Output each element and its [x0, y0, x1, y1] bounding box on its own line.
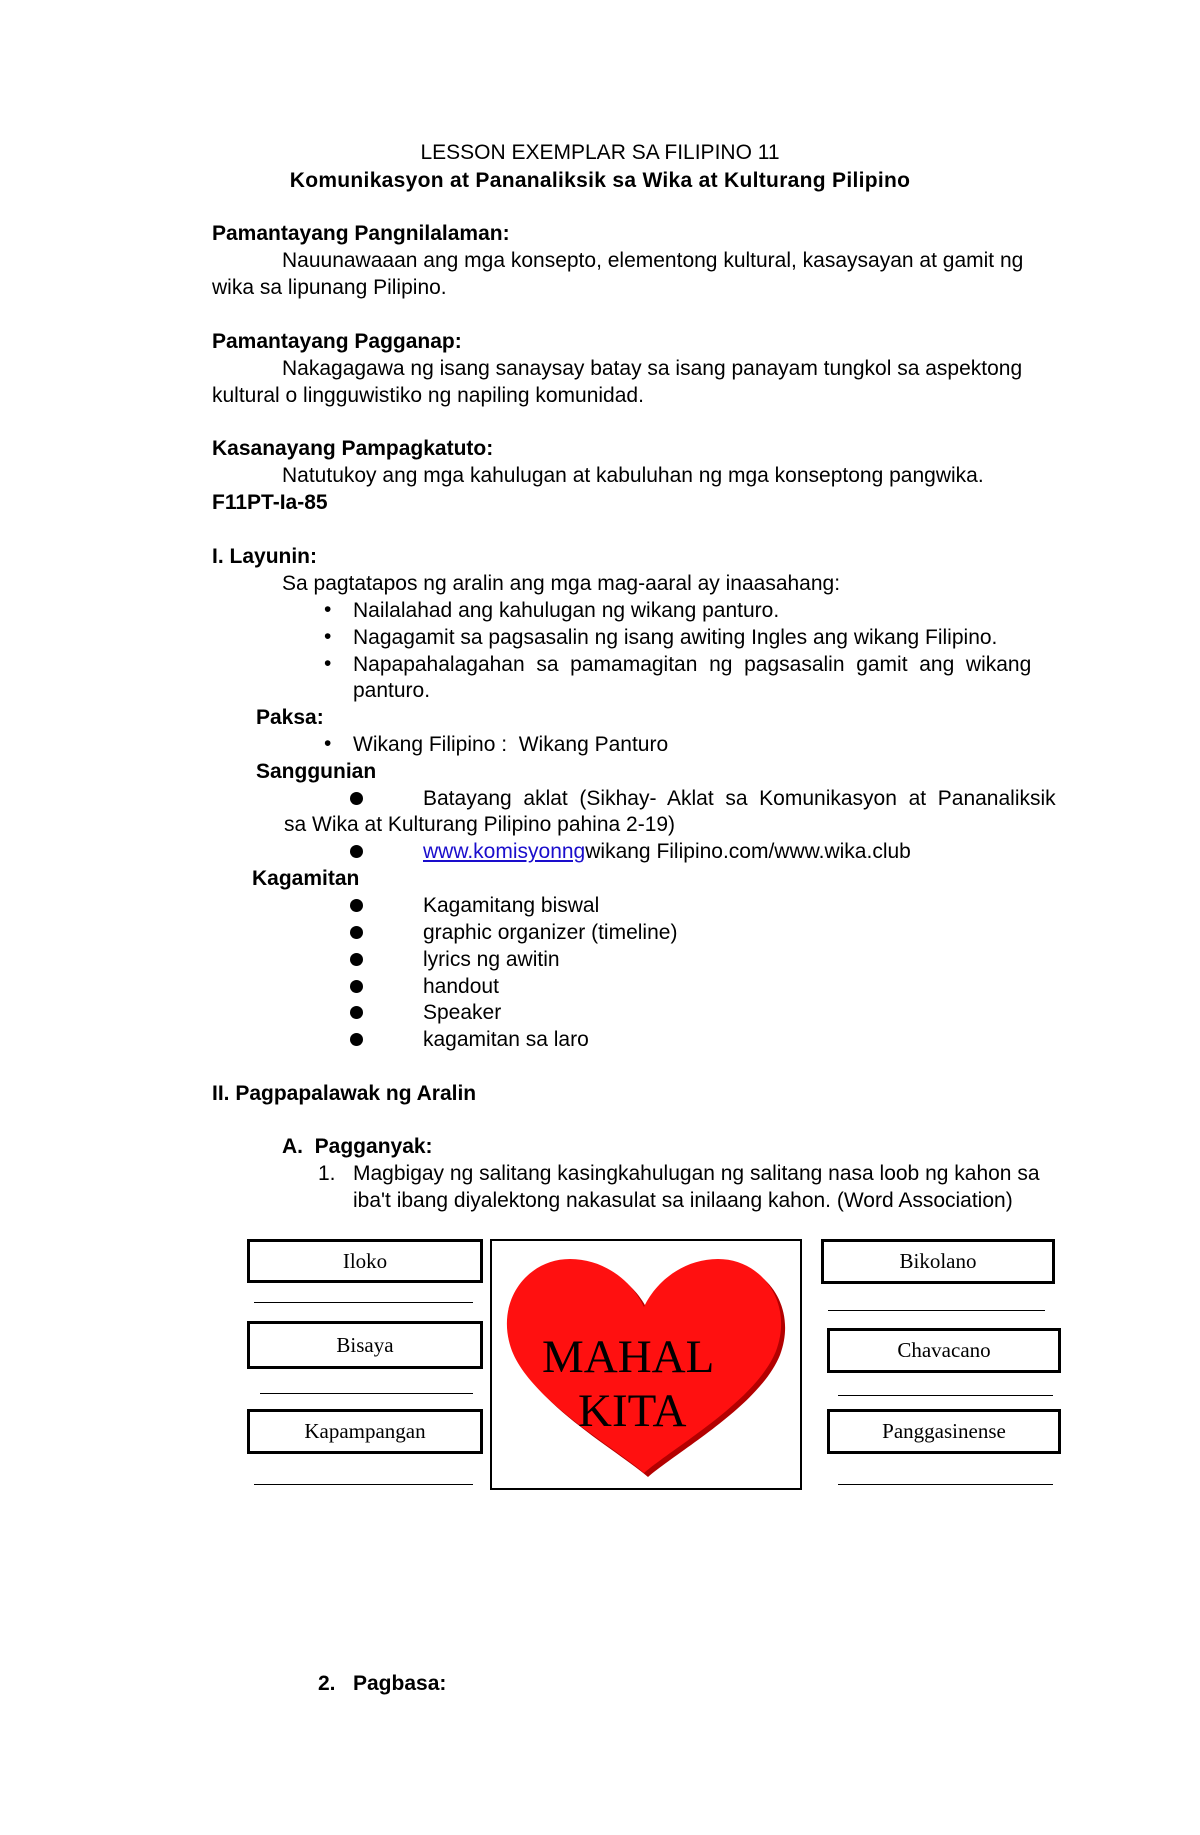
- website-text: wikang Filipino.com/www.wika.club: [585, 840, 911, 863]
- pagganyak-heading: A. Pagganyak:: [282, 1135, 433, 1158]
- word-box-iloko: [247, 1239, 483, 1283]
- word-box-panggasinense: [827, 1409, 1061, 1454]
- kagamitan-item: lyrics ng awitin: [423, 948, 560, 971]
- word-box-kapampangan: [247, 1409, 483, 1454]
- kasanayang-pampagkatuto-heading: Kasanayang Pampagkatuto:: [212, 437, 494, 460]
- heart-text-line1: MAHAL: [542, 1331, 715, 1383]
- word-box-label: Bikolano: [899, 1249, 977, 1273]
- word-box-bisaya: [247, 1321, 483, 1369]
- sanggunian-heading: Sanggunian: [256, 760, 377, 783]
- layunin-item: Nagagamit sa pagsasalin ng isang awiting Ingles ang wikang Filipino.: [353, 626, 998, 649]
- document-subtitle: Komunikasyon at Pananaliksik sa Wika at Kulturang Pilipino: [289, 169, 911, 192]
- sanggunian-item2: [423, 839, 911, 865]
- bullet-icon: [350, 926, 363, 939]
- pamantayang-pangnilalaman-line2: wika sa lipunang Pilipino.: [212, 276, 447, 299]
- layunin-item: Napapahalagahan sa pamamagitan ng pagsasalin gamit ang wikang: [353, 653, 1032, 676]
- word-box-label: Chavacano: [897, 1338, 991, 1362]
- answer-line[interactable]: [254, 1302, 473, 1303]
- step-number: 1.: [318, 1162, 336, 1185]
- pamantayang-pagganap-line1: Nakagagawa ng isang sanaysay batay sa isang panayam tungkol sa aspektong: [282, 357, 1023, 380]
- word-box-bikolano: [821, 1239, 1055, 1284]
- pagpapalawak-heading: II. Pagpapalawak ng Aralin: [212, 1082, 477, 1105]
- kagamitan-item: handout: [423, 975, 499, 998]
- layunin-item: Nailalahad ang kahulugan ng wikang panturo.: [353, 599, 780, 622]
- bullet-icon: [350, 953, 363, 966]
- paksa-item: Wikang Filipino : Wikang Panturo: [353, 733, 669, 756]
- pamantayang-pangnilalaman-heading: Pamantayang Pangnilalaman:: [212, 222, 510, 245]
- sanggunian-item1-line1: Batayang aklat (Sikhay- Aklat sa Komunikasyon at Pananaliksik: [423, 787, 1056, 810]
- word-box-label: Kapampangan: [304, 1419, 426, 1443]
- pagbasa-heading: Pagbasa:: [353, 1672, 447, 1695]
- layunin-intro: Sa pagtatapos ng aralin ang mga mag-aaral ay inaasahang:: [282, 572, 841, 595]
- step1-line2: iba't ibang diyalektong nakasulat sa inilaang kahon. (Word Association): [353, 1189, 1013, 1212]
- bullet-icon: •: [324, 625, 332, 648]
- step-number: 2.: [318, 1672, 336, 1695]
- bullet-icon: [350, 1033, 363, 1046]
- pamantayang-pagganap-heading: Pamantayang Pagganap:: [212, 330, 462, 353]
- bullet-icon: [350, 980, 363, 993]
- word-box-chavacano: [827, 1328, 1061, 1373]
- step1-line1: Magbigay ng salitang kasingkahulugan ng salitang nasa loob ng kahon sa: [353, 1162, 1040, 1185]
- word-box-label: Panggasinense: [882, 1419, 1006, 1443]
- answer-line[interactable]: [260, 1393, 473, 1394]
- bullet-icon: [350, 792, 363, 805]
- sanggunian-item1-line2: sa Wika at Kulturang Pilipino pahina 2-19): [284, 813, 676, 836]
- document-title: LESSON EXEMPLAR SA FILIPINO 11: [420, 141, 780, 164]
- bullet-icon: •: [324, 598, 332, 621]
- kagamitan-item: kagamitan sa laro: [423, 1028, 589, 1051]
- word-box-label: Iloko: [342, 1248, 388, 1273]
- kagamitan-heading: Kagamitan: [252, 867, 360, 890]
- bullet-icon: [350, 899, 363, 912]
- paksa-heading: Paksa:: [256, 706, 324, 729]
- heart-text-line2: KITA: [578, 1385, 687, 1437]
- word-box-label: Bisaya: [336, 1332, 394, 1357]
- kasanayang-pampagkatuto-line1: Natutukoy ang mga kahulugan at kabuluhan ng mga konseptong pangwika.: [282, 464, 984, 487]
- heart-frame: [490, 1239, 802, 1490]
- bullet-icon: •: [324, 652, 332, 675]
- answer-line[interactable]: [838, 1484, 1053, 1485]
- layunin-heading: I. Layunin:: [212, 545, 317, 568]
- layunin-item-continuation: panturo.: [353, 679, 431, 702]
- answer-line[interactable]: [838, 1395, 1053, 1396]
- bullet-icon: [350, 1006, 363, 1019]
- answer-line[interactable]: [828, 1310, 1045, 1311]
- kagamitan-item: Speaker: [423, 1001, 502, 1024]
- answer-line[interactable]: [254, 1484, 473, 1485]
- kagamitan-item: Kagamitang biswal: [423, 894, 600, 917]
- bullet-icon: [350, 845, 363, 858]
- competency-code: F11PT-Ia-85: [212, 491, 328, 514]
- kagamitan-item: graphic organizer (timeline): [423, 921, 678, 944]
- pamantayang-pagganap-line2: kultural o lingguwistiko ng napiling komunidad.: [212, 384, 644, 407]
- bullet-icon: •: [324, 732, 332, 755]
- pamantayang-pangnilalaman-line1: Nauunawaaan ang mga konsepto, elementong kultural, kasaysayan at gamit ng: [282, 249, 1024, 272]
- website-link[interactable]: www.komisyonng: [423, 840, 586, 863]
